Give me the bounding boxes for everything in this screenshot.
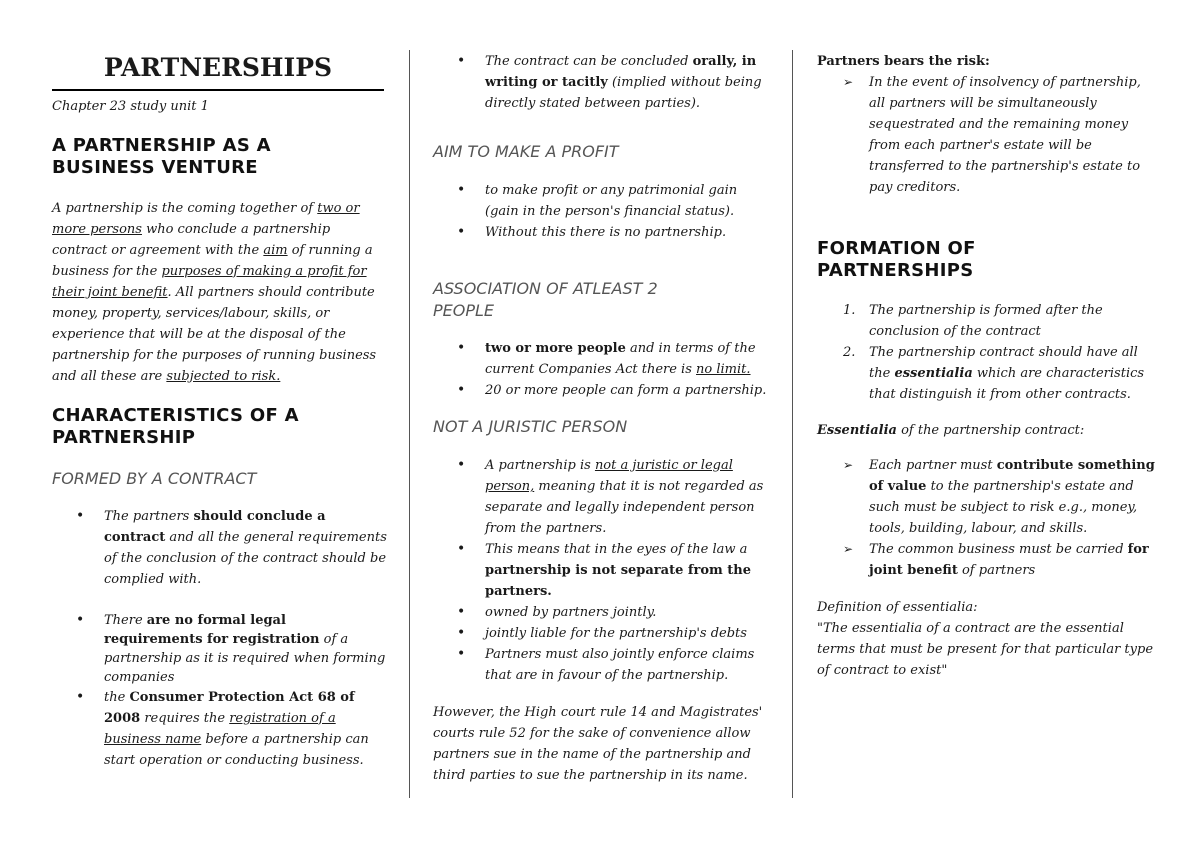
definition-text: "The essentialia of a contract are the essential terms that must be present for that particular type of contract to exist" [817,621,1154,678]
list-item: • A partnership is not a juristic or legal person, meaning that it is not regarded as separate and legally independent person from the partners. [433,455,773,539]
list-item: • jointly liable for the partnership's debts [433,623,773,644]
definition-heading: Definition of essentialia: [817,600,978,615]
list-item: • This means that in the eyes of the law a partnership is not separate from the partners. [433,539,773,602]
list-item: ➢ Each partner must contribute something of value to the partnership's estate and such must be subject to risk e.g., money, tools, building, labour, and skills. [817,455,1157,539]
heading-formation: FORMATION OF PARTNERSHIPS [817,238,976,281]
list-item: • the Consumer Protection Act 68 of 2008 requires the registration of a business name before a partnership can start operation or conducting business. [52,687,388,771]
list-item: • The contract can be concluded orally, in writing or tacitly (implied without being directly stated between parties). [433,51,773,114]
list-item: • Partners must also jointly enforce claims that are in favour of the partnership. [433,644,773,686]
arrow-bullet-icon: ➢ [843,458,854,472]
list-item: • to make profit or any patrimonial gain (gain in the person's financial status). [433,180,773,222]
subtitle: Chapter 23 study unit 1 [52,99,209,114]
contract-list [52,506,388,590]
list-item: 2. The partnership contract should have all the essentialia which are characteristics that distinguish it from other contracts. [843,345,1145,402]
registration-list [52,611,388,771]
column-divider [409,50,410,798]
list-item: • There are no formal legal requirements for registration of a partnership as it is required when forming companies [52,611,388,687]
heading-formed-by-contract: FORMED BY A CONTRACT [52,469,257,488]
association-list [433,338,773,401]
formation-list [817,300,1157,405]
risk-heading: Partners bears the risk: [817,54,990,69]
list-item: • Without this there is no partnership. [433,222,773,243]
column-divider [792,50,793,798]
risk-list [817,72,1157,198]
arrow-bullet-icon: ➢ [843,542,854,556]
heading-association: ASSOCIATION OF ATLEAST 2 PEOPLE [433,279,658,320]
aim-list [433,180,773,243]
heading-venture: A PARTNERSHIP AS A BUSINESS VENTURE [52,135,271,178]
contract-forms-list [433,51,773,114]
list-item: • two or more people and in terms of the current Companies Act there is no limit. [433,338,773,380]
heading-characteristics: CHARACTERISTICS OF A PARTNERSHIP [52,405,299,448]
list-item: ➢ In the event of insolvency of partnership, all partners will be simultaneously sequestrated and the remaining money from each partner's estate will be transferred to the partnership's estate to pay creditors. [817,72,1157,198]
however-paragraph: However, the High court rule 14 and Magistrates' courts rule 52 for the sake of convenience allow partners sue in the name of the partnership and third parties to sue the partnership in its name. [433,705,763,783]
arrow-bullet-icon: ➢ [843,75,854,89]
essentialia-heading: Essentialia of the partnership contract: [817,423,1085,438]
list-item: 1. The partnership is formed after the conclusion of the contract [843,303,1103,339]
page-title: PARTNERSHIPS [103,53,333,82]
list-item: • The partners should conclude a contract and all the general requirements of the conclusion of the contract should be complied with. [52,506,388,590]
list-item: • 20 or more people can form a partnership. [433,380,773,401]
essentialia-list [817,455,1157,581]
juristic-list [433,455,773,686]
list-item: ➢ The common business must be carried for joint benefit of partners [817,539,1157,581]
title-rule [52,89,384,91]
intro-paragraph: A partnership is the coming together of two or more persons who conclude a partnership contract or agreement with the aim of running a business for the purposes of making a profit for their joint benefit. All partners should contribute money, property, services/labour, skills, or experience that will be at the disposal of the partnership for the purposes of running business and all these are subjected to risk. [52,201,377,384]
list-item: • owned by partners jointly. [433,602,773,623]
heading-not-juristic: NOT A JURISTIC PERSON [433,417,628,436]
heading-aim-profit: AIM TO MAKE A PROFIT [433,142,619,161]
